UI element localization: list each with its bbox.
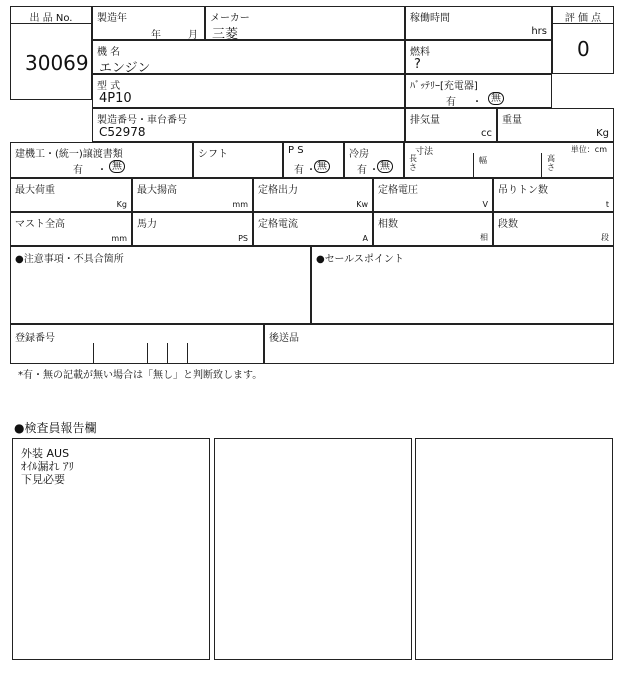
- ps-label: P S: [288, 145, 304, 156]
- spec-horsepower-cell: [132, 212, 253, 246]
- dimensions-cell: [404, 142, 614, 178]
- aircon-dot: ・: [369, 165, 379, 176]
- displacement-cell: [405, 108, 497, 142]
- shipping-cell: [264, 324, 614, 364]
- sales-point-label: ●セールスポイント: [316, 254, 404, 265]
- aircon-label: 冷房: [349, 149, 369, 160]
- dimensions-label: 寸法: [415, 147, 434, 157]
- spec-rated-voltage-label: 定格電圧: [378, 185, 418, 196]
- ps-yes: 有: [294, 165, 304, 176]
- lot-no-label: 出 品 No.: [29, 13, 73, 24]
- footnote: *有・無の記載が無い場合は「無し」と判断致します。: [18, 370, 263, 381]
- spec-phases-label: 相数: [378, 219, 398, 230]
- serial-value: C52978: [99, 125, 146, 139]
- dims-divider-2: [541, 153, 542, 178]
- spec-phases-cell: [373, 212, 493, 246]
- hours-label: 稼働時間: [410, 13, 450, 24]
- lot-no-cell: [10, 6, 92, 100]
- spec-max-lift-label: 最大揚高: [137, 185, 177, 196]
- score-label: 評 価 点: [564, 13, 602, 24]
- spec-lift-tons-label: 吊りトン数: [498, 185, 548, 196]
- model-cell: [92, 40, 405, 74]
- spec-mast-height-label: マスト全高: [15, 219, 65, 230]
- score-divider: [553, 23, 613, 24]
- dims-divider-1: [473, 153, 474, 178]
- inspector-line: 下見必要: [21, 473, 65, 486]
- type-value: 4P10: [99, 91, 132, 106]
- shift-label: シフト: [198, 149, 228, 160]
- inspector-title: ●検査員報告欄: [14, 421, 97, 435]
- fuel-cell: [405, 40, 552, 74]
- type-label: 型 式: [97, 81, 121, 92]
- aircon-yes: 有: [357, 165, 367, 176]
- spec-lift-tons-unit: t: [605, 200, 609, 209]
- fuel-value: ?: [414, 57, 421, 72]
- battery-label: ﾊﾞｯﾃﾘｰ[充電器]: [410, 81, 478, 92]
- weight-cell: [497, 108, 614, 142]
- dimensions-unit: 単位：cm: [570, 145, 607, 154]
- inspector-box-2: [214, 438, 412, 660]
- ps-cell: [283, 142, 344, 178]
- transfer-no: [109, 160, 125, 173]
- displacement-label: 排気量: [410, 115, 440, 126]
- maker-cell: [205, 6, 405, 40]
- battery-dot: ・: [472, 97, 482, 108]
- shipping-label: 後送品: [269, 333, 299, 344]
- model-label: 機 名: [97, 47, 121, 58]
- weight-unit: Kg: [596, 128, 609, 139]
- hours-unit: hrs: [531, 26, 547, 37]
- spec-mast-height-unit: mm: [111, 234, 127, 243]
- aircon-no-circled: 無: [377, 160, 393, 173]
- spec-max-load-unit: Kg: [116, 200, 127, 209]
- spec-max-load-cell: [10, 178, 132, 212]
- model-value: エンジン: [99, 61, 151, 76]
- inspector-box-1: [12, 438, 210, 660]
- registration-label: 登録番号: [15, 333, 55, 344]
- year-label: 製造年: [97, 13, 127, 24]
- serial-label: 製造番号・車台番号: [97, 115, 187, 126]
- caution-label: ●注意事項・不具合箇所: [15, 254, 124, 265]
- spec-rated-output-cell: [253, 178, 373, 212]
- maker-value: 三菱: [212, 27, 239, 42]
- spec-stages-unit: 段: [601, 233, 609, 242]
- score-value: 0: [577, 37, 590, 61]
- spec-lift-tons-cell: [493, 178, 614, 212]
- reg-divider-2: [147, 343, 148, 364]
- battery-no: [488, 92, 504, 105]
- battery-yes: 有: [446, 97, 456, 108]
- spec-rated-current-unit: A: [362, 234, 368, 243]
- transfer-docs-label: 建機工・(統一)譲渡書類: [15, 149, 123, 160]
- year-cell: [92, 6, 205, 40]
- lot-divider: [11, 23, 91, 24]
- battery-cell: [405, 74, 552, 108]
- spec-mast-height-cell: [10, 212, 132, 246]
- fuel-label: 燃料: [410, 47, 430, 58]
- ps-dot: ・: [306, 165, 316, 176]
- inspector-line: ｵｲﾙ漏れ ｱﾘ: [21, 460, 74, 473]
- aircon-no: [377, 160, 393, 173]
- transfer-no-circled: 無: [109, 160, 125, 173]
- shift-cell: [193, 142, 283, 178]
- score-cell: [552, 6, 614, 74]
- ps-no-circled: 無: [314, 160, 330, 173]
- inspector-box-3: [415, 438, 613, 660]
- month-suffix: 月: [188, 30, 198, 41]
- reg-divider-1: [93, 343, 94, 364]
- lot-no-value: 30069: [25, 51, 89, 75]
- spec-horsepower-label: 馬力: [137, 219, 157, 230]
- reg-divider-4: [187, 343, 188, 364]
- spec-rated-output-unit: Kw: [356, 200, 368, 209]
- spec-stages-label: 段数: [498, 219, 518, 230]
- weight-label: 重量: [502, 115, 522, 126]
- registration-cell: [10, 324, 264, 364]
- spec-max-load-label: 最大荷重: [15, 185, 55, 196]
- battery-no-circled: 無: [488, 92, 504, 105]
- aircon-cell: [344, 142, 404, 178]
- type-cell: [92, 74, 405, 108]
- ps-no: [314, 160, 330, 173]
- year-suffix: 年: [151, 30, 161, 41]
- inspector-line: 外装 AUS: [21, 447, 70, 460]
- height-label: 高 さ: [547, 154, 555, 172]
- transfer-docs-cell: [10, 142, 193, 178]
- caution-cell: [10, 246, 311, 324]
- spec-stages-cell: [493, 212, 614, 246]
- spec-rated-voltage-unit: V: [482, 200, 488, 209]
- spec-max-lift-cell: [132, 178, 253, 212]
- transfer-yes: 有: [73, 165, 83, 176]
- spec-rated-output-label: 定格出力: [258, 185, 298, 196]
- length-label: 長 さ: [409, 154, 417, 172]
- serial-cell: [92, 108, 405, 142]
- sales-point-cell: [311, 246, 614, 324]
- hours-cell: [405, 6, 552, 40]
- displacement-unit: cc: [481, 128, 492, 139]
- spec-rated-current-cell: [253, 212, 373, 246]
- spec-horsepower-unit: PS: [238, 234, 248, 243]
- spec-rated-voltage-cell: [373, 178, 493, 212]
- spec-max-lift-unit: mm: [232, 200, 248, 209]
- transfer-dot: ・: [97, 165, 107, 176]
- spec-rated-current-label: 定格電流: [258, 219, 298, 230]
- maker-label: メーカー: [210, 13, 250, 24]
- spec-phases-unit: 相: [480, 233, 488, 242]
- reg-divider-3: [167, 343, 168, 364]
- width-label: 幅: [479, 156, 487, 165]
